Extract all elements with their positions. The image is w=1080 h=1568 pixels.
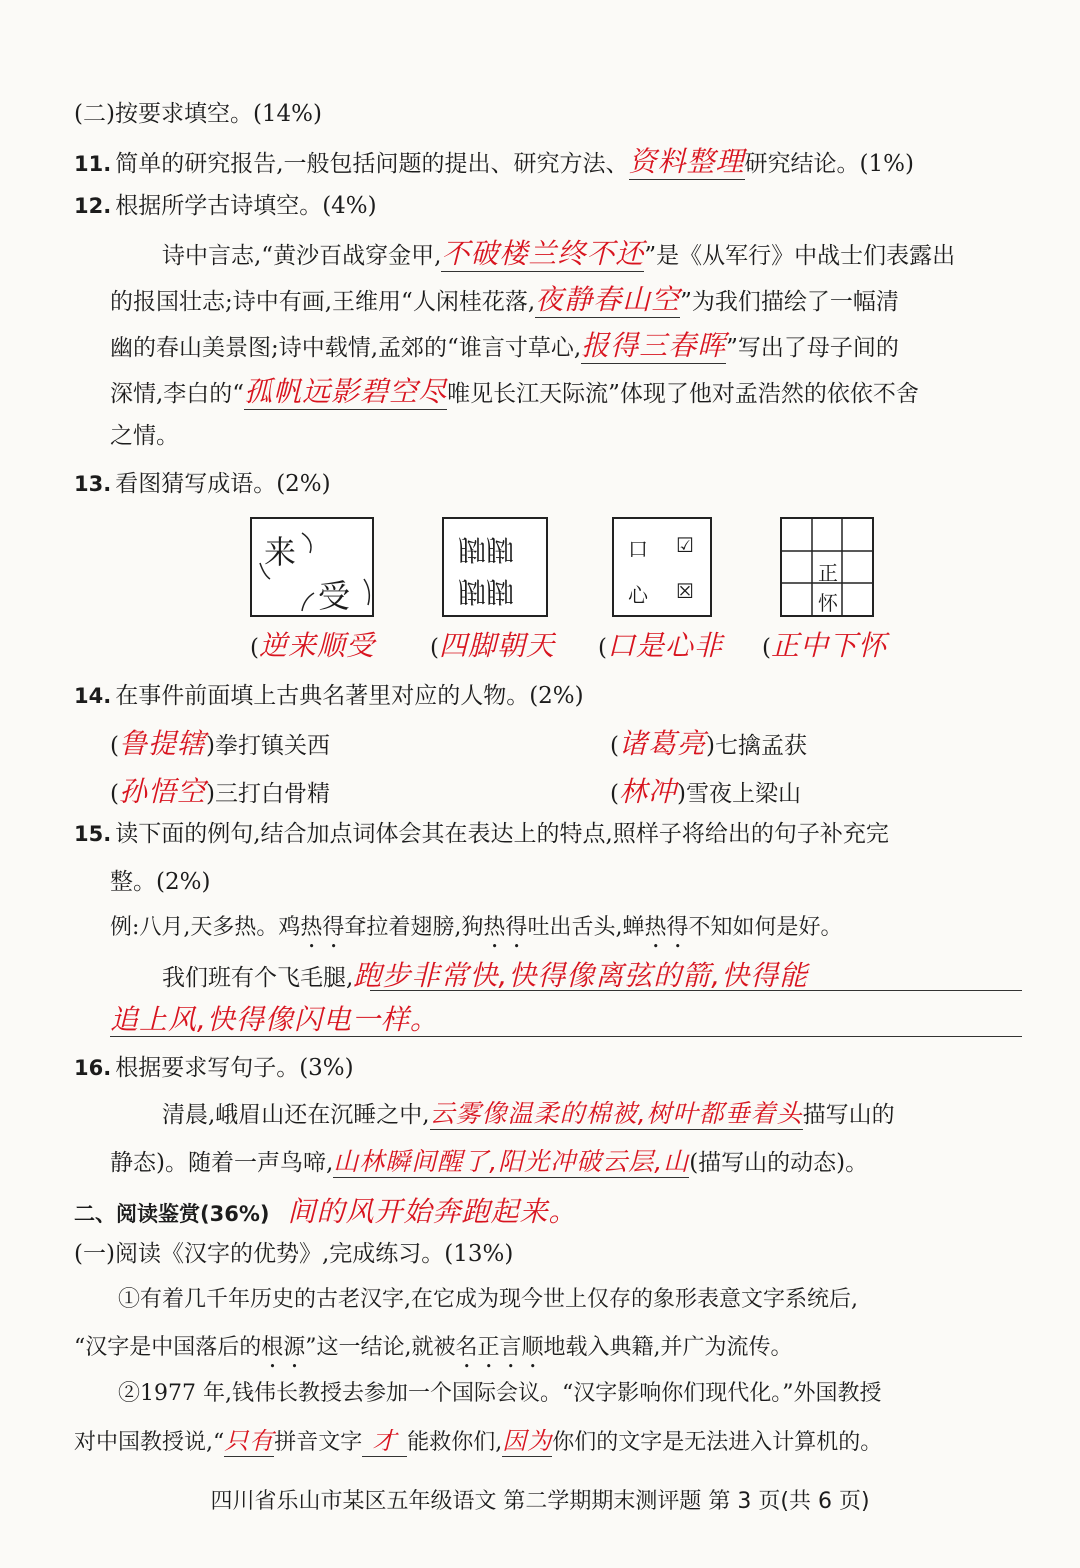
q12-answer-3[interactable]: 报得三春晖	[581, 329, 727, 362]
q12-line3	[110, 328, 899, 364]
q13-answer-text[interactable]: 正中下怀	[770, 629, 887, 662]
q16-answer-2[interactable]: 山林瞬间醒了,阳光冲破云层,山	[333, 1146, 689, 1178]
reading-text: 你们的文字是无法进入计算机的。	[552, 1430, 883, 1455]
q13-answer-1	[250, 628, 375, 663]
example-text: 吐出舌头,蝉	[527, 915, 645, 940]
idiom-picture-2	[442, 517, 548, 617]
q14-event: 雪夜上梁山	[685, 781, 801, 807]
q16-text: 描写山的	[802, 1102, 895, 1128]
reading-text: 能救你们,	[407, 1430, 503, 1455]
answer-rule	[110, 1036, 1022, 1037]
q13-title: 看图猜写成语。(2%)	[115, 471, 331, 497]
q16-text: 清晨,峨眉山还在沉睡之中,	[162, 1102, 430, 1128]
q11-number: 11.	[74, 152, 112, 176]
q12-text: ”写出了母子间的	[726, 335, 899, 361]
q14-answer[interactable]: 鲁提辖	[118, 727, 206, 760]
char-kou: 口	[628, 537, 648, 561]
q14-event: 三打白骨精	[214, 781, 330, 807]
question-15-title	[74, 820, 889, 849]
q16-number: 16.	[74, 1056, 112, 1080]
q12-text: 唯见长江天际流”体现了他对孟浩然的依依不舍	[447, 381, 919, 407]
checked-box-icon: ☑	[676, 533, 694, 557]
question-12-title	[74, 192, 377, 221]
example-text: 例:八月,天多热。鸡	[110, 915, 301, 940]
q14-answer[interactable]: 林冲	[618, 775, 677, 808]
reading-paragraph-2: ②1977 年,钱伟长教授去参加一个国际会议。“汉字影响你们现代化。”外国教授	[118, 1381, 882, 1406]
page-footer: 四川省乐山市某区五年级语文 第二学期期末测评题 第 3 页(共 6 页)	[210, 1489, 870, 1514]
q14-answer[interactable]: 孙悟空	[118, 775, 206, 808]
dotted-word: 热得	[483, 915, 528, 940]
dotted-word: 根源	[261, 1335, 306, 1360]
char-shou: 受	[318, 577, 351, 615]
q12-text: 深情,李白的“	[110, 381, 245, 407]
char-jiao-upside-down: 脚脚	[458, 575, 515, 608]
reading-text: 对中国教授说,“	[74, 1430, 225, 1455]
q14-item-3	[110, 774, 330, 809]
q12-text: ”是《从军行》中战士们表露出	[644, 243, 956, 269]
reading-paragraph-2-cont	[74, 1426, 882, 1457]
q15-prompt-text: 我们班有个飞毛腿,	[162, 965, 354, 991]
open-paren: (	[110, 781, 119, 807]
q13-answer-4	[762, 628, 887, 663]
answer-rule	[370, 990, 1022, 991]
q12-line2	[110, 282, 899, 318]
char-jiao-upside-down: 脚脚	[458, 533, 515, 566]
question-11	[74, 144, 914, 180]
close-paren: )	[206, 733, 215, 759]
open-paren: (	[598, 635, 607, 661]
reading-paragraph-1-cont	[74, 1334, 793, 1373]
section-header: (二)按要求填空。(14%)	[74, 101, 323, 127]
reading-text: 拼音文字	[274, 1430, 363, 1455]
close-paren: )	[706, 733, 715, 759]
q16-text: 静态)。随着一声鸟啼,	[110, 1150, 334, 1176]
q13-answer-3	[598, 628, 723, 663]
q16-answer-1[interactable]: 云雾像温柔的棉被,树叶都垂着头	[430, 1098, 803, 1130]
q13-answer-2	[430, 628, 555, 663]
char-xin: 心	[628, 583, 648, 607]
q12-answer-2[interactable]: 夜静春山空	[535, 283, 681, 316]
reading-text: 地载入典籍,并广为流传。	[543, 1335, 793, 1360]
q14-item-1	[110, 726, 330, 761]
idiom-picture-1	[250, 517, 374, 617]
q14-title: 在事件前面填上古典名著里对应的人物。(2%)	[115, 683, 584, 709]
open-paren: (	[610, 781, 619, 807]
reading-paragraph-1: ①有着几千年历史的古老汉字,在它成为现今世上仅存的象形表意文字系统后,	[118, 1287, 858, 1312]
reading-title: (一)阅读《汉字的优势》,完成练习。(13%)	[74, 1241, 514, 1267]
q12-text: ”为我们描绘了一幅清	[680, 289, 899, 315]
reading-answer-1[interactable]: 只有	[224, 1427, 275, 1455]
dotted-word: 热得	[300, 915, 345, 940]
close-paren: )	[206, 781, 215, 807]
curved-arrows-icon	[252, 519, 372, 615]
reading-answer-2[interactable]: 才	[362, 1426, 407, 1457]
open-paren: (	[610, 733, 619, 759]
q13-answer-text[interactable]: 四脚朝天	[438, 629, 555, 662]
char-zheng: 正	[818, 561, 838, 585]
crossed-box-icon: ☒	[676, 579, 694, 603]
q15-example	[110, 914, 842, 953]
q15-answer-line1[interactable]: 跑步非常快,快得像离弦的箭,快得能	[353, 959, 809, 992]
q12-line1	[162, 236, 955, 272]
q13-answer-text[interactable]: 口是心非	[606, 629, 723, 662]
q12-line5: 之情。	[110, 423, 179, 449]
q12-title: 根据所学古诗填空。(4%)	[115, 193, 377, 219]
part-2-title: 二、阅读鉴赏(36%)	[74, 1202, 270, 1226]
q12-text: 诗中言志,“黄沙百战穿金甲,	[162, 243, 442, 269]
q12-answer-1[interactable]: 不破楼兰终不还	[441, 237, 645, 270]
open-paren: (	[110, 733, 119, 759]
example-text: 不知如何是好。	[688, 915, 843, 940]
close-paren: )	[677, 781, 686, 807]
q16-title: 根据要求写句子。(3%)	[115, 1055, 354, 1081]
q12-number: 12.	[74, 194, 112, 218]
q11-text-after: 研究结论。(1%)	[744, 151, 914, 177]
dotted-word: 名正言顺	[455, 1335, 544, 1360]
q11-answer[interactable]: 资料整理	[628, 145, 745, 178]
q14-event: 拳打镇关西	[214, 733, 330, 759]
q14-event: 七擒孟获	[714, 733, 807, 759]
q15-title-cont: 整。(2%)	[110, 869, 211, 895]
char-lai: 来	[264, 533, 297, 571]
reading-answer-3[interactable]: 因为	[502, 1427, 553, 1455]
dotted-word: 热得	[644, 915, 689, 940]
q11-text: 简单的研究报告,一般包括问题的提出、研究方法、	[115, 151, 629, 177]
q16-text: (描写山的动态)。	[689, 1150, 869, 1176]
question-14-title	[74, 682, 584, 711]
reading-text: ”这一结论,就被	[305, 1335, 456, 1360]
question-16-title	[74, 1054, 354, 1083]
idiom-picture-3	[612, 517, 712, 617]
idiom-picture-4	[780, 517, 874, 617]
q15-answer-text[interactable]: 追上风,快得像闪电一样。	[110, 1003, 439, 1036]
q15-prompt	[162, 958, 808, 993]
q14-answer[interactable]: 诸葛亮	[618, 727, 706, 760]
q15-title: 读下面的例句,结合加点词体会其在表达上的特点,照样子将给出的句子补充完	[115, 821, 889, 847]
open-paren: (	[762, 635, 771, 661]
q16-line2	[110, 1146, 868, 1178]
char-huai: 怀	[818, 591, 838, 615]
q14-item-2	[610, 726, 807, 761]
example-text: 耷拉着翅膀,狗	[344, 915, 484, 940]
q14-number: 14.	[74, 684, 112, 708]
q15-answer-line2	[110, 1002, 439, 1037]
q14-item-4	[610, 774, 801, 809]
q16-line1	[162, 1098, 895, 1130]
q12-answer-4[interactable]: 孤帆远影碧空尽	[244, 375, 448, 408]
q15-number: 15.	[74, 822, 112, 846]
q16-answer-continued[interactable]: 间的风开始奔跑起来。	[287, 1195, 578, 1228]
open-paren: (	[250, 635, 259, 661]
q13-number: 13.	[74, 472, 112, 496]
q13-answer-text[interactable]: 逆来顺受	[258, 629, 375, 662]
q12-text: 的报国壮志;诗中有画,王维用“人闲桂花落,	[110, 289, 536, 315]
open-paren: (	[430, 635, 439, 661]
question-13-title	[74, 470, 331, 499]
reading-text: “汉字是中国落后的	[74, 1335, 262, 1360]
part-2-header	[74, 1194, 577, 1229]
q12-text: 幽的春山美景图;诗中载情,孟郊的“谁言寸草心,	[110, 335, 582, 361]
q12-line4	[110, 374, 919, 410]
